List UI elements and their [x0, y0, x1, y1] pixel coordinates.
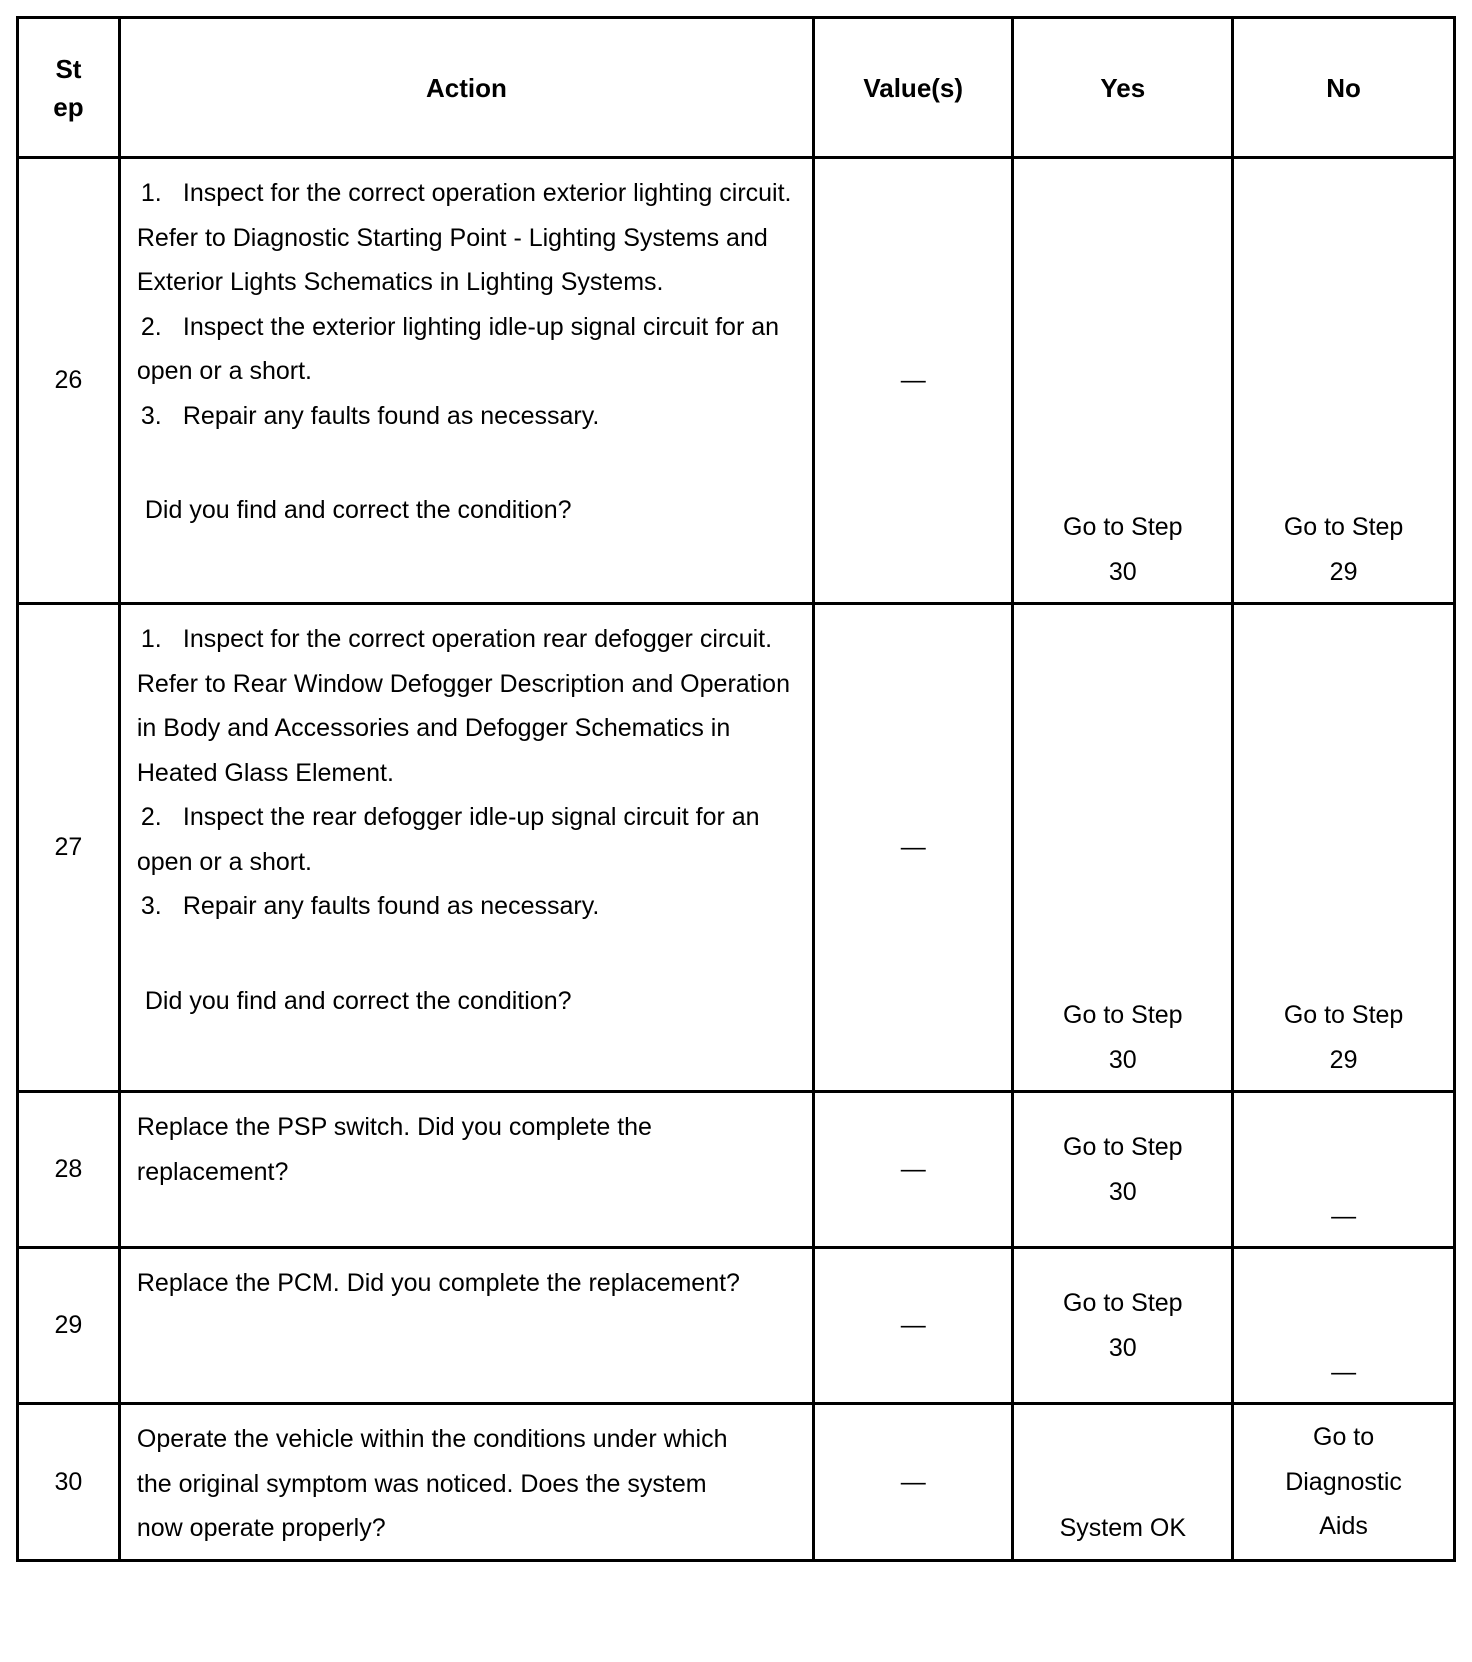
action-item: 2. Inspect the exterior lighting idle-up signal circuit for an open or a short.	[136, 312, 780, 385]
action-item-text: Inspect for the correct operation exterior lighting circuit. Refer to Diagnostic Starting Point - Lighting Systems and Exterior Lights Schematics in Lighting Systems.	[136, 179, 792, 296]
header-yes	[1013, 18, 1233, 158]
action-cell	[119, 604, 813, 1092]
action-item-text: Inspect for the correct operation rear defogger circuit. Refer to Rear Window Defogger Description and Operation in Body and Accessories and Defogger Schematics in Heated Glass Element.	[136, 625, 790, 787]
yes-cell: Go to Step 30	[1013, 604, 1233, 1092]
table-row	[18, 1092, 1455, 1248]
action-item: 3. Repair any faults found as necessary.	[140, 401, 600, 430]
action-item-text: Inspect the exterior lighting idle-up signal circuit for an open or a short.	[136, 312, 780, 385]
action-item: 1. Inspect for the correct operation exterior lighting circuit. Refer to Diagnostic Starting Point - Lighting Systems and Exterior Lights Schematics in Lighting Systems.	[136, 179, 792, 296]
no-cell: Go to Step 29	[1233, 158, 1455, 604]
step-number: 28	[18, 1092, 120, 1248]
action-cell	[119, 1404, 813, 1561]
value-cell: —	[813, 1404, 1013, 1561]
action-question: Did you find and correct the condition?	[144, 986, 572, 1015]
table-row	[18, 1404, 1455, 1561]
action-item-text: Repair any faults found as necessary.	[182, 892, 600, 920]
yes-cell: System OK	[1013, 1404, 1233, 1561]
table-row	[18, 158, 1455, 604]
action-cell	[119, 1248, 813, 1404]
action-text: Replace the PSP switch. Did you complete the replacement?	[136, 1113, 652, 1186]
header-action-label: Action	[425, 72, 507, 103]
no-cell: Go to Step 29	[1233, 604, 1455, 1092]
no-cell: —	[1233, 1248, 1455, 1404]
step-number: 27	[18, 604, 120, 1092]
action-item-text: Repair any faults found as necessary.	[182, 401, 600, 430]
action-item-text: Inspect the rear defogger idle-up signal circuit for an open or a short.	[136, 803, 760, 876]
action-cell	[119, 1092, 813, 1248]
action-text: Operate the vehicle within the conditions under which the original symptom was noticed. Does the system now operate properly?	[136, 1425, 728, 1542]
header-no	[1233, 18, 1455, 158]
header-yes-label: Yes	[1100, 72, 1146, 103]
value-cell: —	[813, 1092, 1013, 1248]
action-item: 3. Repair any faults found as necessary.	[140, 892, 600, 920]
action-item: 2. Inspect the rear defogger idle-up signal circuit for an open or a short.	[136, 803, 760, 876]
header-values	[813, 18, 1013, 158]
no-cell: Go to Diagnostic Aids	[1233, 1404, 1455, 1561]
header-step-label: St ep	[53, 53, 84, 122]
action-item: 1. Inspect for the correct operation rear defogger circuit. Refer to Rear Window Defogger Description and Operation in Body and Accessories and Defogger Schematics in Heated Glass Element.	[136, 625, 790, 787]
header-action	[119, 18, 813, 158]
table-row	[18, 604, 1455, 1092]
header-row	[18, 18, 1455, 158]
action-cell	[119, 158, 813, 604]
step-number: 29	[18, 1248, 120, 1404]
yes-cell: Go to Step 30	[1013, 1092, 1233, 1248]
value-cell: —	[813, 1248, 1013, 1404]
step-number: 26	[18, 158, 120, 604]
header-step	[18, 18, 120, 158]
step-number: 30	[18, 1404, 120, 1561]
header-values-label: Value(s)	[863, 72, 964, 103]
diagnostic-table	[16, 16, 1456, 1562]
value-cell: —	[813, 158, 1013, 604]
table-row	[18, 1248, 1455, 1404]
value-cell: —	[813, 604, 1013, 1092]
action-text: Replace the PCM. Did you complete the replacement?	[136, 1269, 740, 1297]
header-no-label: No	[1326, 72, 1361, 103]
action-question: Did you find and correct the condition?	[144, 496, 572, 524]
yes-cell: Go to Step 30	[1013, 1248, 1233, 1404]
yes-cell: Go to Step 30	[1013, 158, 1233, 604]
no-cell: —	[1233, 1092, 1455, 1248]
